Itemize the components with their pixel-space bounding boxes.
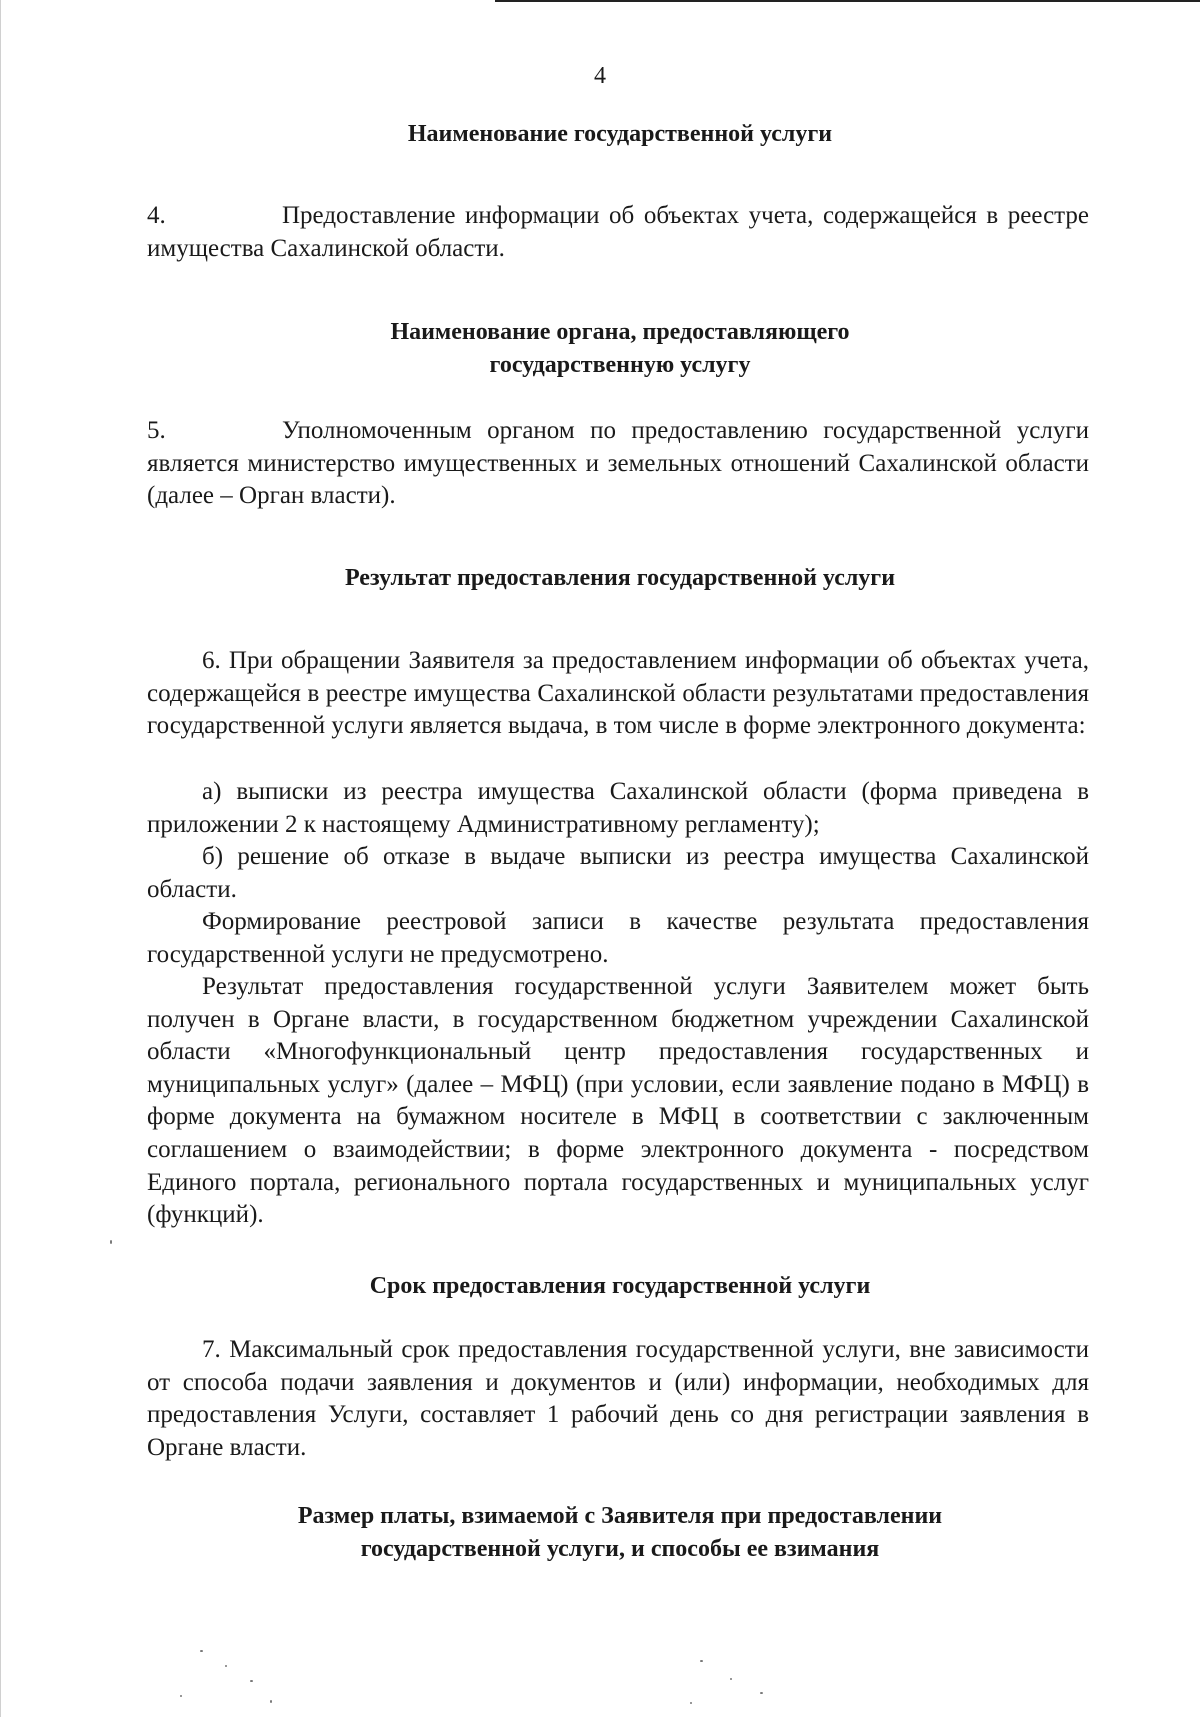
heading-line: Размер платы, взимаемой с Заявителя при предоставлении — [297, 1503, 943, 1529]
paragraph-number: 4. — [147, 202, 166, 229]
scan-speck — [200, 1650, 203, 1652]
section-heading-service-name — [130, 118, 1110, 151]
paragraph-6a: а) выписки из реестра имущества Сахалинской области (форма приведена в приложении 2 к настоящему Административному регламенту); — [147, 778, 1089, 838]
scan-speck — [270, 1700, 272, 1703]
scan-edge-line — [495, 0, 1200, 2]
paragraph-4 — [147, 200, 1089, 265]
paragraph-5 — [147, 415, 1089, 513]
scan-speck — [730, 1678, 732, 1680]
scan-speck — [225, 1665, 227, 1667]
section-heading-authority — [130, 316, 1110, 382]
scan-speck — [700, 1660, 703, 1662]
section-heading-term — [130, 1270, 1110, 1303]
paragraph-number: 5. — [147, 417, 166, 444]
scan-speck — [690, 1702, 692, 1704]
scan-left-edge — [0, 0, 1, 1717]
heading-line: государственную услугу — [489, 352, 751, 378]
heading-line: Срок предоставления государственной услуги — [369, 1273, 871, 1299]
paragraph-registry-record: Формирование реестровой записи в качестве результата предоставления государственной услуги не предусмотрено. — [147, 908, 1089, 968]
paragraph-7: 7. Максимальный срок предоставления государственной услуги, вне зависимости от способа подачи заявления и документов и (или) информации, необходимых для предоставления Услуги, составляет 1 рабочий день со дня регистрации заявления в Органе власти. — [147, 1336, 1089, 1461]
page-number: 4 — [594, 63, 606, 89]
section-heading-result — [130, 562, 1110, 595]
scan-speck — [760, 1692, 763, 1694]
paragraph-6b: б) решение об отказе в выдаче выписки из реестра имущества Сахалинской области. — [147, 843, 1089, 903]
paragraph-result-receipt: Результат предоставления государственной услуги Заявителем может быть получен в Органе власти, в государственном бюджетном учреждении Сахалинской области «Многофункциональный центр предоставления государственных и муниципальных услуг» (далее – МФЦ) (при условии, если заявление подано в МФЦ) в форме документа на бумажном носителе в МФЦ в соответствии с заключенным соглашением о взаимодействии; в форме электронного документа - посредством Единого портала, регионального портала государственных и муниципальных услуг (функций). — [147, 973, 1089, 1229]
scan-speck — [110, 1240, 112, 1244]
heading-line: Наименование органа, предоставляющего — [390, 319, 850, 345]
paragraph-6: 6. При обращении Заявителя за предоставлением информации об объектах учета, содержащейся в реестре имущества Сахалинской области результатами предоставления государственной услуги является выдача, в том числе в форме электронного документа: — [147, 647, 1089, 740]
heading-line: государственной услуги, и способы ее взимания — [360, 1536, 880, 1562]
paragraph-text: Уполномоченным органом по предоставлению государственной услуги является министерство имущественных и земельных отношений Сахалинской области (далее – Орган власти). — [147, 417, 1089, 510]
heading-line: Результат предоставления государственной услуги — [344, 565, 896, 591]
scan-speck — [250, 1680, 253, 1682]
scan-speck — [180, 1695, 182, 1697]
paragraph-text: Предоставление информации об объектах учета, содержащейся в реестре имущества Сахалинской области. — [147, 202, 1089, 262]
heading-line: Наименование государственной услуги — [407, 121, 833, 147]
section-heading-fee — [130, 1500, 1110, 1566]
